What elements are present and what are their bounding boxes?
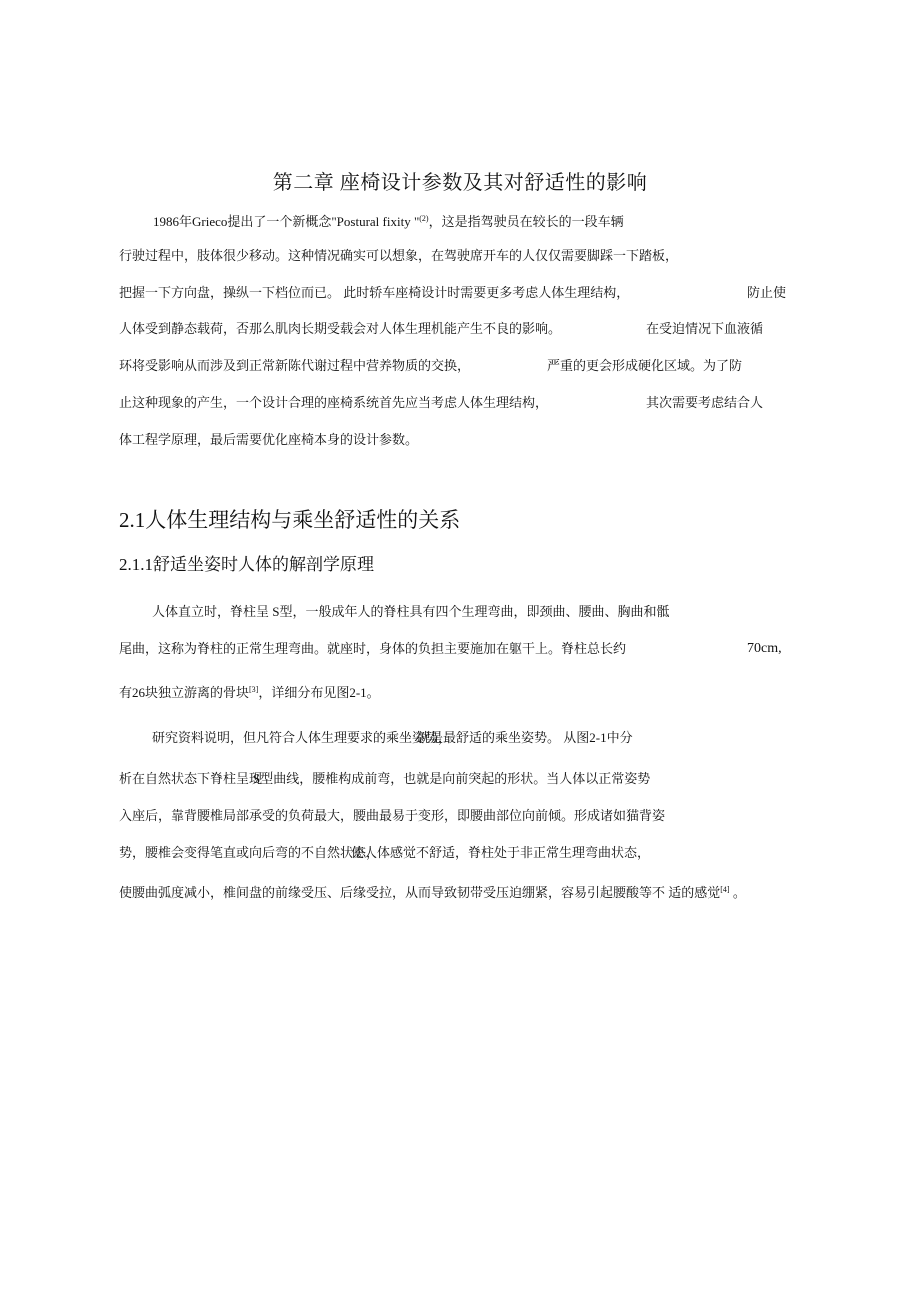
paragraph-line: 止这种现象的产生，一个设计合理的座椅系统首先应当考虑人体生理结构， [119,395,549,410]
citation: (2) [419,214,429,223]
paragraph-line: 势，腰椎会变得笔直或向后弯的不自然状态， [119,845,380,860]
paragraph-line: 其次需要考虑结合人 [646,395,764,410]
paragraph-line: 使人体感觉不舒适，脊柱处于非正常生理弯曲状态， [351,845,651,860]
text: ，详细分布见图2-1。 [258,685,380,700]
citation: [3] [249,685,259,694]
text: 使腰曲弧度减小，椎间盘的前缘受压、后缘受拉，从而导致韧带受压迫绷紧，容易引起腰酸等不 适的感觉 [119,885,721,900]
paragraph-line: 环将受影响从而涉及到正常新陈代谢过程中营养物质的交换， [119,358,471,373]
text: 。 [729,885,746,900]
paragraph-line: 人体受到静态载荷，否那么肌肉长期受载会对人体生理机能产生不良的影响。 [119,321,562,336]
text: 有26块独立游离的骨块 [119,685,250,700]
paragraph-line: S型曲线，腰椎构成前弯，也就是向前突起的形状。当人体以正常姿势 [253,771,651,786]
paragraph-line: 析在自然状态下脊柱呈现 [119,771,263,786]
subsection-heading: 2.1.1舒适坐姿时人体的解剖学原理 [119,555,374,574]
citation: [4] [720,885,730,894]
paragraph-line: 研究资料说明，但凡符合人体生理要求的乘坐姿势， [152,730,452,745]
paragraph-line [119,682,380,701]
paragraph-line: 把握一下方向盘，操纵一下档位而已。 此时轿车座椅设计时需要更多考虑人体生理结构， [119,285,630,300]
paragraph-line: 防止使 [747,285,787,300]
paragraph-line: 在受迫情况下血液循 [646,321,764,336]
paragraph-line: 严重的更会形成硬化区域。为了防 [547,358,743,373]
paragraph-line: 行驶过程中，肢体很少移动。这种情况确实可以想象，在驾驶席开车的人仅仅需要脚踩一下踏板， [119,248,679,263]
paragraph-line [153,211,624,230]
paragraph-line: 人体直立时，脊柱呈 S型，一般成年人的脊柱具有四个生理弯曲，即颈曲、腰曲、胸曲和骶 [152,604,670,619]
paragraph-line: 体工程学原理，最后需要优化座椅本身的设计参数。 [119,432,419,447]
text: 1986年Grieco提出了一个新概念"Postural fixity " [153,214,420,229]
section-heading: 2.1人体生理结构与乘坐舒适性的关系 [119,508,461,532]
paragraph-line [119,882,746,901]
paragraph-line: 70cm, [747,641,782,656]
chapter-title: 第二章 座椅设计参数及其对舒适性的影响 [272,172,648,194]
paragraph-line: 尾曲，这称为脊柱的正常生理弯曲。就座时，身体的负担主要施加在躯干上。脊柱总长约 [119,641,627,656]
paragraph-line: 入座后，靠背腰椎局部承受的负荷最大，腰曲最易于变形，即腰曲部位向前倾。形成诸如猫背姿 [119,808,666,823]
paragraph-line: 就是最舒适的乘坐姿势。 从图2-1中分 [417,730,633,745]
text: ，这是指驾驶员在较长的一段车辆 [428,214,624,229]
